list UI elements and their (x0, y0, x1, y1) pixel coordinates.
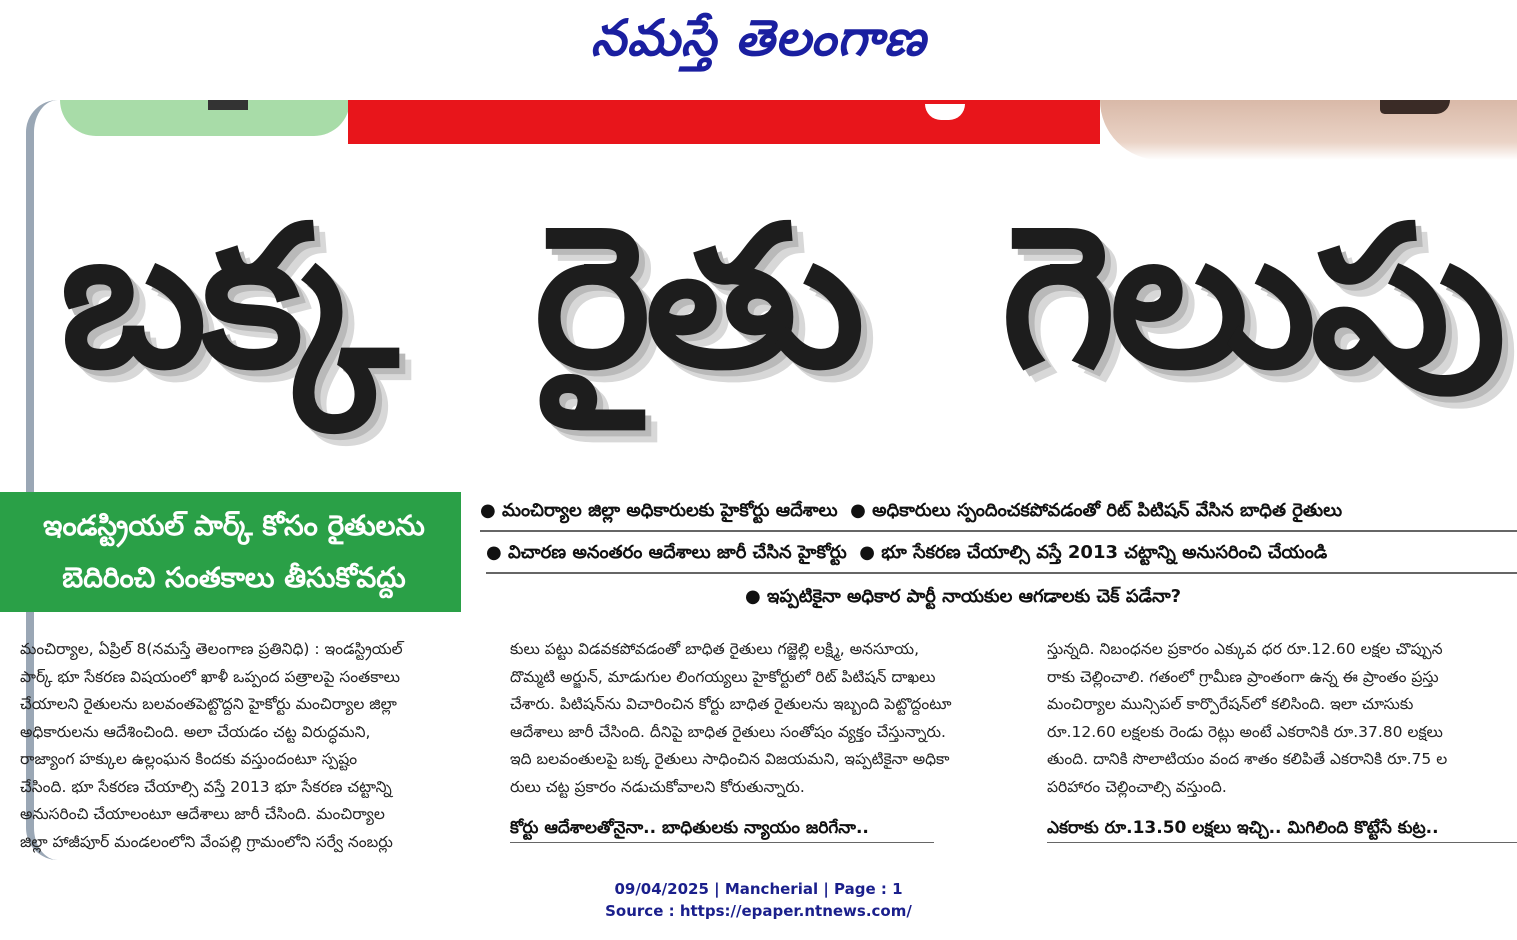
col1-line: రాజ్యాంగ హక్కుల ఉల్లంఘన కిందకు వస్తుందంటూ స్పష్టం (20, 750, 358, 768)
article-column-1 (20, 636, 482, 856)
col1-line: జిల్లా హాజీపూర్ మండలంలోని వేంపల్లి గ్రామంలోని సర్వే నంబర్లు (20, 832, 393, 851)
divider-line (480, 530, 1517, 532)
headline-word-2: రైతు (534, 184, 859, 412)
photo-hand (1100, 100, 1517, 160)
photo-dark-shape (208, 100, 248, 110)
col2-line: రులు చట్ట ప్రకారం నడుచుకోవాలని కోరుతున్నారు. (510, 777, 805, 796)
col2-line: కులు పట్టు విడవకపోవడంతో బాధిత రైతులు గజ్జెల్లి లక్ష్మి, అనసూయ, (510, 640, 919, 658)
bullet-1: మంచిర్యాల జిల్లా అధికారులకు హైకోర్టు ఆదేశాలు (501, 500, 838, 521)
article-column-2 (510, 636, 1022, 801)
col1-line: అనుసరించి చేయాలంటూ ఆదేశాలు జారీ చేసింది. మంచిర్యాల (20, 805, 385, 823)
col1-line: చేసింది. భూ సేకరణ చేయాల్సి వస్తే 2013 భూ సేకరణ చట్టాన్ని (20, 777, 392, 796)
col2-line: చేశారు. పిటిషన్‌ను విచారించిన కోర్టు బాధిత రైతులను ఇబ్బంది పెట్టొద్దంటూ (510, 695, 952, 713)
footer-edition-info: 09/04/2025 | Mancherial | Page : 1 (614, 880, 903, 898)
col1-line: చేయాలని రైతులను బలవంతపెట్టొద్దని హైకోర్టు మంచిర్యాల జిల్లా (20, 695, 397, 713)
article-column-3 (1047, 636, 1517, 801)
col3-line: పరిహారం చెల్లించాల్సి వస్తుంది. (1047, 777, 1227, 796)
divider-line (486, 572, 1517, 574)
green-callout-line-1: ఇండస్ట్రియల్ పార్క్ కోసం రైతులను (43, 509, 425, 542)
col1-line: అధికారులను ఆదేశించింది. అలా చేయడం చట్ట విరుద్ధమని, (20, 722, 371, 741)
col1-line: మంచిర్యాల, ఏప్రిల్ 8(నమస్తే తెలంగాణ ప్రతినిధి) : ఇండస్ట్రియల్ (20, 640, 403, 658)
footer-source-link[interactable]: Source : https://epaper.ntnews.com/ (605, 902, 912, 920)
bullet-row-3: ● ఇప్పటికైనా అధికార పార్టీ నాయకుల ఆగడాలకు చెక్ పడేనా? (745, 586, 1182, 607)
green-callout-line-2: బెదిరించి సంతకాలు తీసుకోవద్దు (62, 561, 406, 594)
col2-subheading: కోర్టు ఆదేశాలతోనైనా.. బాధితులకు న్యాయం జరిగేనా.. (510, 818, 869, 838)
col2-line: దొమ్మటి అర్జున్, మాడుగుల లింగయ్యలు హైకోర్టులో రిట్ పిటిషన్ దాఖలు (510, 667, 936, 686)
col1-line: పార్క్ భూ సేకరణ విషయంలో ఖాళీ ఒప్పంద పత్రాలపై సంతకాలు (20, 667, 400, 686)
col3-line: రూ.12.60 లక్షలకు రెండు రెట్లు అంటే ఎకరానికి రూ.37.80 లక్షలు (1047, 722, 1443, 741)
col2-line: ఇది బలవంతులపై బక్క రైతులు సాధించిన విజయమని, ఇప్పటికైనా అధికా (510, 750, 950, 768)
bullet-row-1: ● మంచిర్యాల జిల్లా అధికారులకు హైకోర్టు ఆదేశాలు ● అధికారులు స్పందించకపోవడంతో రిట్ పిటిషన్ వేసిన బాధిత రైతులు (480, 500, 1343, 521)
bullet-3: విచారణ అనంతరం ఆదేశాలు జారీ చేసిన హైకోర్టు (507, 542, 847, 563)
col3-line: రాకు చెల్లించాలి. గతంలో గ్రామీణ ప్రాంతంగా ఉన్న ఈ ప్రాంతం ప్రస్తు (1047, 667, 1439, 686)
col3-line: తుంది. దానికి సొలాటియం వంద శాతం కలిపితే ఎకరానికి రూ.75 ల (1047, 750, 1448, 768)
bullet-4: భూ సేకరణ చేయాల్సి వస్తే 2013 చట్టాన్ని అనుసరించి చేయండి (881, 542, 1328, 563)
col3-line: మంచిర్యాల మున్సిపల్ కార్పొరేషన్‌లో కలిసింది. ఇలా చూసుకు (1047, 695, 1414, 713)
bullet-5: ఇప్పటికైనా అధికార పార్టీ నాయకుల ఆగడాలకు చెక్ పడేనా? (766, 586, 1182, 607)
col3-line: స్తున్నది. నిబంధనల ప్రకారం ఎక్కువ ధర రూ.12.60 లక్షల చొప్పున (1047, 640, 1443, 658)
divider-line (510, 842, 934, 843)
bullet-2: అధికారులు స్పందించకపోవడంతో రిట్ పిటిషన్ వేసిన బాధిత రైతులు (872, 500, 1343, 521)
main-headline (60, 172, 1500, 472)
newspaper-logo-title: నమస్తే తెలంగాణ (590, 8, 927, 67)
divider-line (1047, 842, 1517, 843)
red-banner (348, 100, 1100, 144)
headline-word-3: గెలుపు (1001, 184, 1500, 412)
photo-hand-dark (1380, 100, 1450, 114)
photo-green-shape (60, 100, 350, 136)
headline-word-1: బక్క (60, 184, 392, 412)
bullet-row-2: ● విచారణ అనంతరం ఆదేశాలు జారీ చేసిన హైకోర్టు ● భూ సేకరణ చేయాల్సి వస్తే 2013 చట్టాన్ని అనుసరించి చేయండి (486, 542, 1328, 563)
col3-subheading: ఎకరాకు రూ.13.50 లక్షలు ఇచ్చి.. మిగిలింది కొట్టేసే కుట్ర.. (1047, 818, 1439, 838)
green-callout-text (14, 500, 454, 604)
col2-line: ఆదేశాలు జారీ చేసింది. దీనిపై బాధిత రైతులు సంతోషం వ్యక్తం చేస్తున్నారు. (510, 722, 946, 741)
